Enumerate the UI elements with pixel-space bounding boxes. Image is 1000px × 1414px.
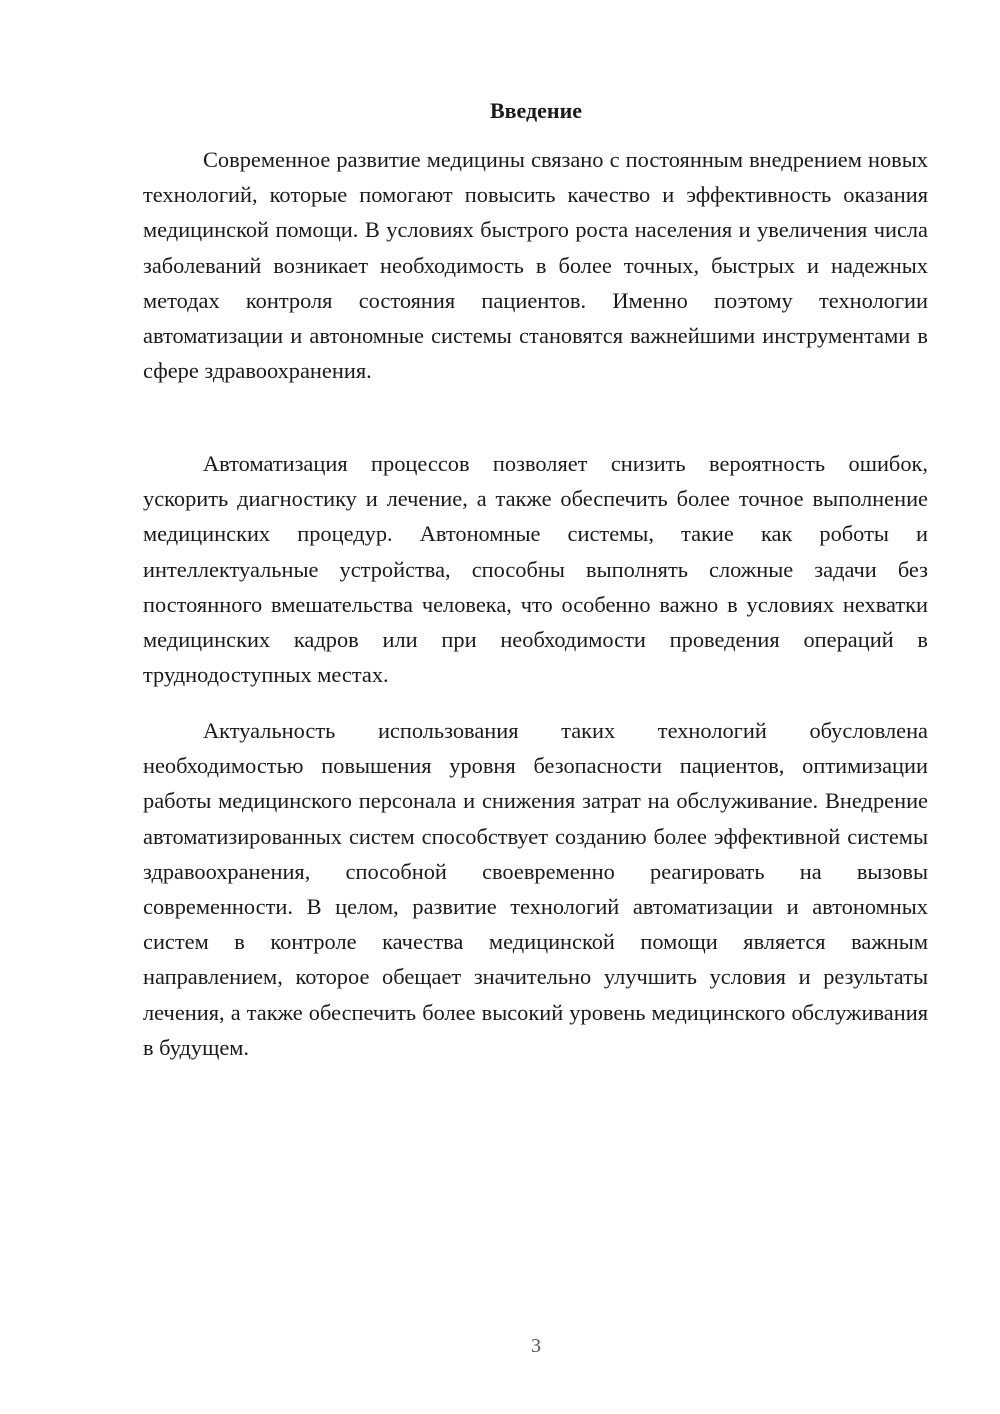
paragraph-3: Актуальность использования таких технологий обусловлена необходимостью повышения уровня безопасности пациентов, оптимизации работы медицинского персонала и снижения затрат на обслуживание. Внедрение автоматизированных систем способствует созданию более эффективной системы здравоохранения, способной своевременно реагировать на вызовы современности. В целом, развитие технологий автоматизации и автономных систем в контроле качества медицинской помощи является важным направлением, которое обещает значительно улучшить условия и результаты лечения, а также обеспечить более высокий уровень медицинского обслуживания в будущем.	[143, 718, 928, 1060]
page-number: 3	[531, 1335, 541, 1357]
paragraph-2: Автоматизация процессов позволяет снизить вероятность ошибок, ускорить диагностику и лечение, а также обеспечить более точное выполнение медицинских процедур. Автономные системы, такие как роботы и интеллектуальные устройства, способны выполнять сложные задачи без постоянного вмешательства человека, что особенно важно в условиях нехватки медицинских кадров или при необходимости проведения операций в труднодоступных местах.	[143, 451, 928, 688]
paragraph-1: Современное развитие медицины связано с постоянным внедрением новых технологий, которые помогают повысить качество и эффективность оказания медицинской помощи. В условиях быстрого роста населения и увеличения числа заболеваний возникает необходимость в более точных, быстрых и надежных методах контроля состояния пациентов. Именно поэтому технологии автоматизации и автономные системы становятся важнейшими инструментами в сфере здравоохранения.	[143, 147, 928, 384]
page-title: Введение	[489, 98, 583, 123]
